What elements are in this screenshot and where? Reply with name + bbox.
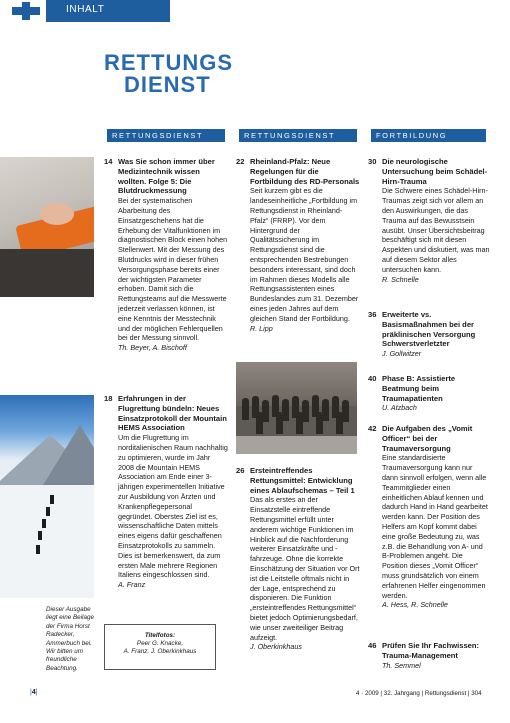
patient-photo [0,157,94,297]
group-photo [236,362,357,454]
page-number: 22 [236,157,245,166]
entry-teaser: Eine standardisierte Traumaversorgung kann nur dann sinnvoll erfolgen, wenn alle Teammitglieder einen einheitlichen Ablauf kennen und dadurch Hand in Hand gearbeitet werden kann. Der Position des Helfers am Kopf kommt dabei eine große Bedeutung zu, was z.B. die Behandlung von A- und B-Problemen angeht. Die Position dieses „Vomit Officer“ muss grundsätzlich von einem erfahrenen Helfer eingenommen werden. [382,453,488,600]
entry-title: Prüfen Sie Ihr Fachwissen: Trauma-Management [382,641,480,660]
person-figure [276,412,283,434]
toc-entry-18[interactable] [104,394,228,590]
entry-title: Rheinland-Pfalz: Neue Regelungen für die Fortbildung des RD-Personals [250,157,360,186]
photo-credits-heading: Titelfotos: [144,632,176,639]
toc-entry-46[interactable] [368,641,490,670]
ground [236,436,357,454]
mountain-photo [0,395,94,598]
entry-author: A. Hess, R. Schnelle [382,600,448,610]
page-number: 42 [368,424,377,433]
entry-teaser: Das als erstes an der Einsatzstelle eintreffende Rettungsmittel erfüllt unter anderem wichtige Funktionen im Hinblick auf die Nachforderung weiterer Einsatzkräfte und -fahrzeuge. Ohne die korrekte Einschätzung der Situation vor Ort ist die Leitstelle oftmals nicht in der Lage, entsprechend zu disponieren. Die Funktion „ersteintreffendes Rettungsmittel“ bietet jedoch Optimierungsbedarf, wie unser zweiteiliger Beitrag aufzeigt. [250,495,360,642]
column-marker [368,129,371,142]
entry-author: A. Franz [118,580,146,590]
page-number: 40 [368,374,377,383]
climber-figure [38,531,42,540]
entry-title: Die neurologische Untersuchung beim Schädel-Hirn-Trauma [382,157,488,186]
climber-figure [36,545,40,554]
toc-entry-40[interactable] [368,374,490,413]
page-number: 18 [104,394,113,403]
toc-entry-22[interactable] [236,157,360,333]
plus-icon-box [0,0,46,22]
logo-line-1: RETTUNGS [104,50,233,75]
column-header-3 [368,129,486,142]
photo-credits-line: A. Franz, J. Oberkinkhaus [123,648,197,656]
toc-entry-42[interactable] [368,424,490,610]
logo-line-2: DIENST [124,72,211,97]
person-figure [262,400,269,422]
page-number: 30 [368,157,377,166]
entry-teaser: Um die Flugrettung im norditalienischen Raum nachhaltig zu optimieren, wurde im Jahr 2008 die Mountain HEMS Association am Ende einer 3-jährigen experimentellen Initiative zur Ausbildung von Ärzten und Krankenpflegepersonal gegründet. Oberstes Ziel ist es, wissenschaftliche Daten mittels eines eigens dafür geschaffenen Einsatzprotokolls zu sammeln. Dies ist bemerkenswert, da zum ersten Male mehrere Regionen Italiens eingeschlossen sind. [118,433,228,580]
entry-teaser: Bei der systematischen Abarbeitung des Einsatzgeschehens hat die Erhebung der Vitalfunktionen im diagnostischen Block einen hohen Stellenwert. Mit der Messung des Blutdrucks wird in dieser frühen Versorgungsphase bereits einer der wichtigsten Parameter erhoben. Damit sich die Rettungsteams auf die Messwerte jederzeit verlassen können, ist eine Kenntnis der Messtechnik und der möglichen Fehlerquellen bei der Messung sinnvoll. [118,196,228,343]
person-figure [322,399,329,421]
page-number: 46 [368,641,377,650]
person-figure [336,412,343,434]
page-number: 36 [368,310,377,319]
photo-credits-line: Peer G. Knacke, [136,640,184,648]
column-label: FORTBILDUNG [376,131,448,140]
section-label: INHALT [66,4,105,15]
person-figure [282,399,289,421]
entry-title: Ersteintreffendes Rettungsmittel: Entwicklung eines Ablaufschemas – Teil 1 [250,466,355,495]
column-label: RETTUNGSDIENST [112,131,204,140]
person-figure [256,412,263,434]
toc-entry-26[interactable] [236,466,360,652]
entry-author: R. Schnelle [382,274,419,284]
section-header-bar [0,0,170,22]
entry-author: J. Gollwitzer [382,349,422,359]
entry-author: U. Atzbach [382,403,417,413]
person-figure [316,412,323,434]
entry-title: Was Sie schon immer über Medizintechnik wissen wollten. Folge 5: Die Blutdruckmessung [118,157,215,196]
climber-figure [42,519,46,528]
person-figure [302,400,309,422]
face-shape [40,203,74,225]
person-figure [296,412,303,434]
person-figure [342,400,349,422]
column-marker [104,129,107,142]
column-header-2 [236,129,357,142]
entry-title: Erfahrungen in der Flugrettung bündeln: Neues Einsatzprotokoll der Mountain HEMS Association [118,394,227,433]
toc-entry-36[interactable] [368,310,490,359]
entry-author: Th. Semmel [382,660,421,670]
entry-author: Th. Beyer, A. Bischoff [118,343,187,353]
entry-title: Erweiterte vs. Basismaßnahmen bei der präklinischen Versorgung Schwerstverletzter [382,310,476,349]
entry-author: R. Lipp [250,323,273,333]
column-marker [236,129,239,142]
group-of-people [240,386,353,438]
entry-teaser: Seit kurzem gibt es die landeseinheitliche „Fortbildung im Rettungsdienst in Rheinland-Pfalz“ (FRRP). Vor dem Hintergrund der Qualitätssicherung im Rettungsdienst sind die entsprechenden Bestrebungen besonders interessant, sind doch im Rahmen dieses Modells alle Rettungsassistenten eines Bundeslandes zum 31. Dezember eines jeden Jahres auf dem gleichen Stand der Fortbildung. [250,186,359,323]
page-number: 14 [104,157,113,166]
footer-page-number: 4 [31,689,36,696]
shadow-shape [0,249,94,297]
climber-figure [46,507,50,516]
climber-figure [50,495,54,504]
issue-info: 4 · 2009 | 32. Jahrgang | Rettungsdienst | 304 [356,690,482,697]
climbers [30,495,70,575]
person-figure [242,398,249,420]
entry-title: Phase B: Assistierte Beatmung beim Traumapatienten [382,374,456,403]
entry-title: Die Aufgaben des „Vomit Officer“ bei der Traumaversorgung [382,424,473,453]
toc-entry-14[interactable] [104,157,228,353]
plus-icon [8,2,44,20]
column-header-1 [104,129,225,142]
mountain-shape [40,425,94,490]
page-footer-left: |4| [30,689,38,696]
entry-author: J. Oberkinkhaus [250,642,302,652]
column-label: RETTUNGSDIENST [244,131,336,140]
photo-credits-box [104,624,216,670]
insert-note: Dieser Ausgabe liegt eine Beilage der Firma Horst Radecker, Ammerbuch bei. Wir bitten um freundliche Beachtung. [46,606,94,672]
entry-teaser: Die Schwere eines Schädel-Hirn-Traumas zeigt sich vor allem an den Auswirkungen, die das Trauma auf das Bewusstsein ausübt. Unser Übersichtsbeitrag beschäftigt sich mit diesen Aspekten und diskutiert, was man auf diesem Sektor alles untersuchen kann. [382,186,490,274]
toc-entry-30[interactable] [368,157,490,284]
magazine-logo [104,50,233,98]
page-number: 26 [236,466,245,475]
